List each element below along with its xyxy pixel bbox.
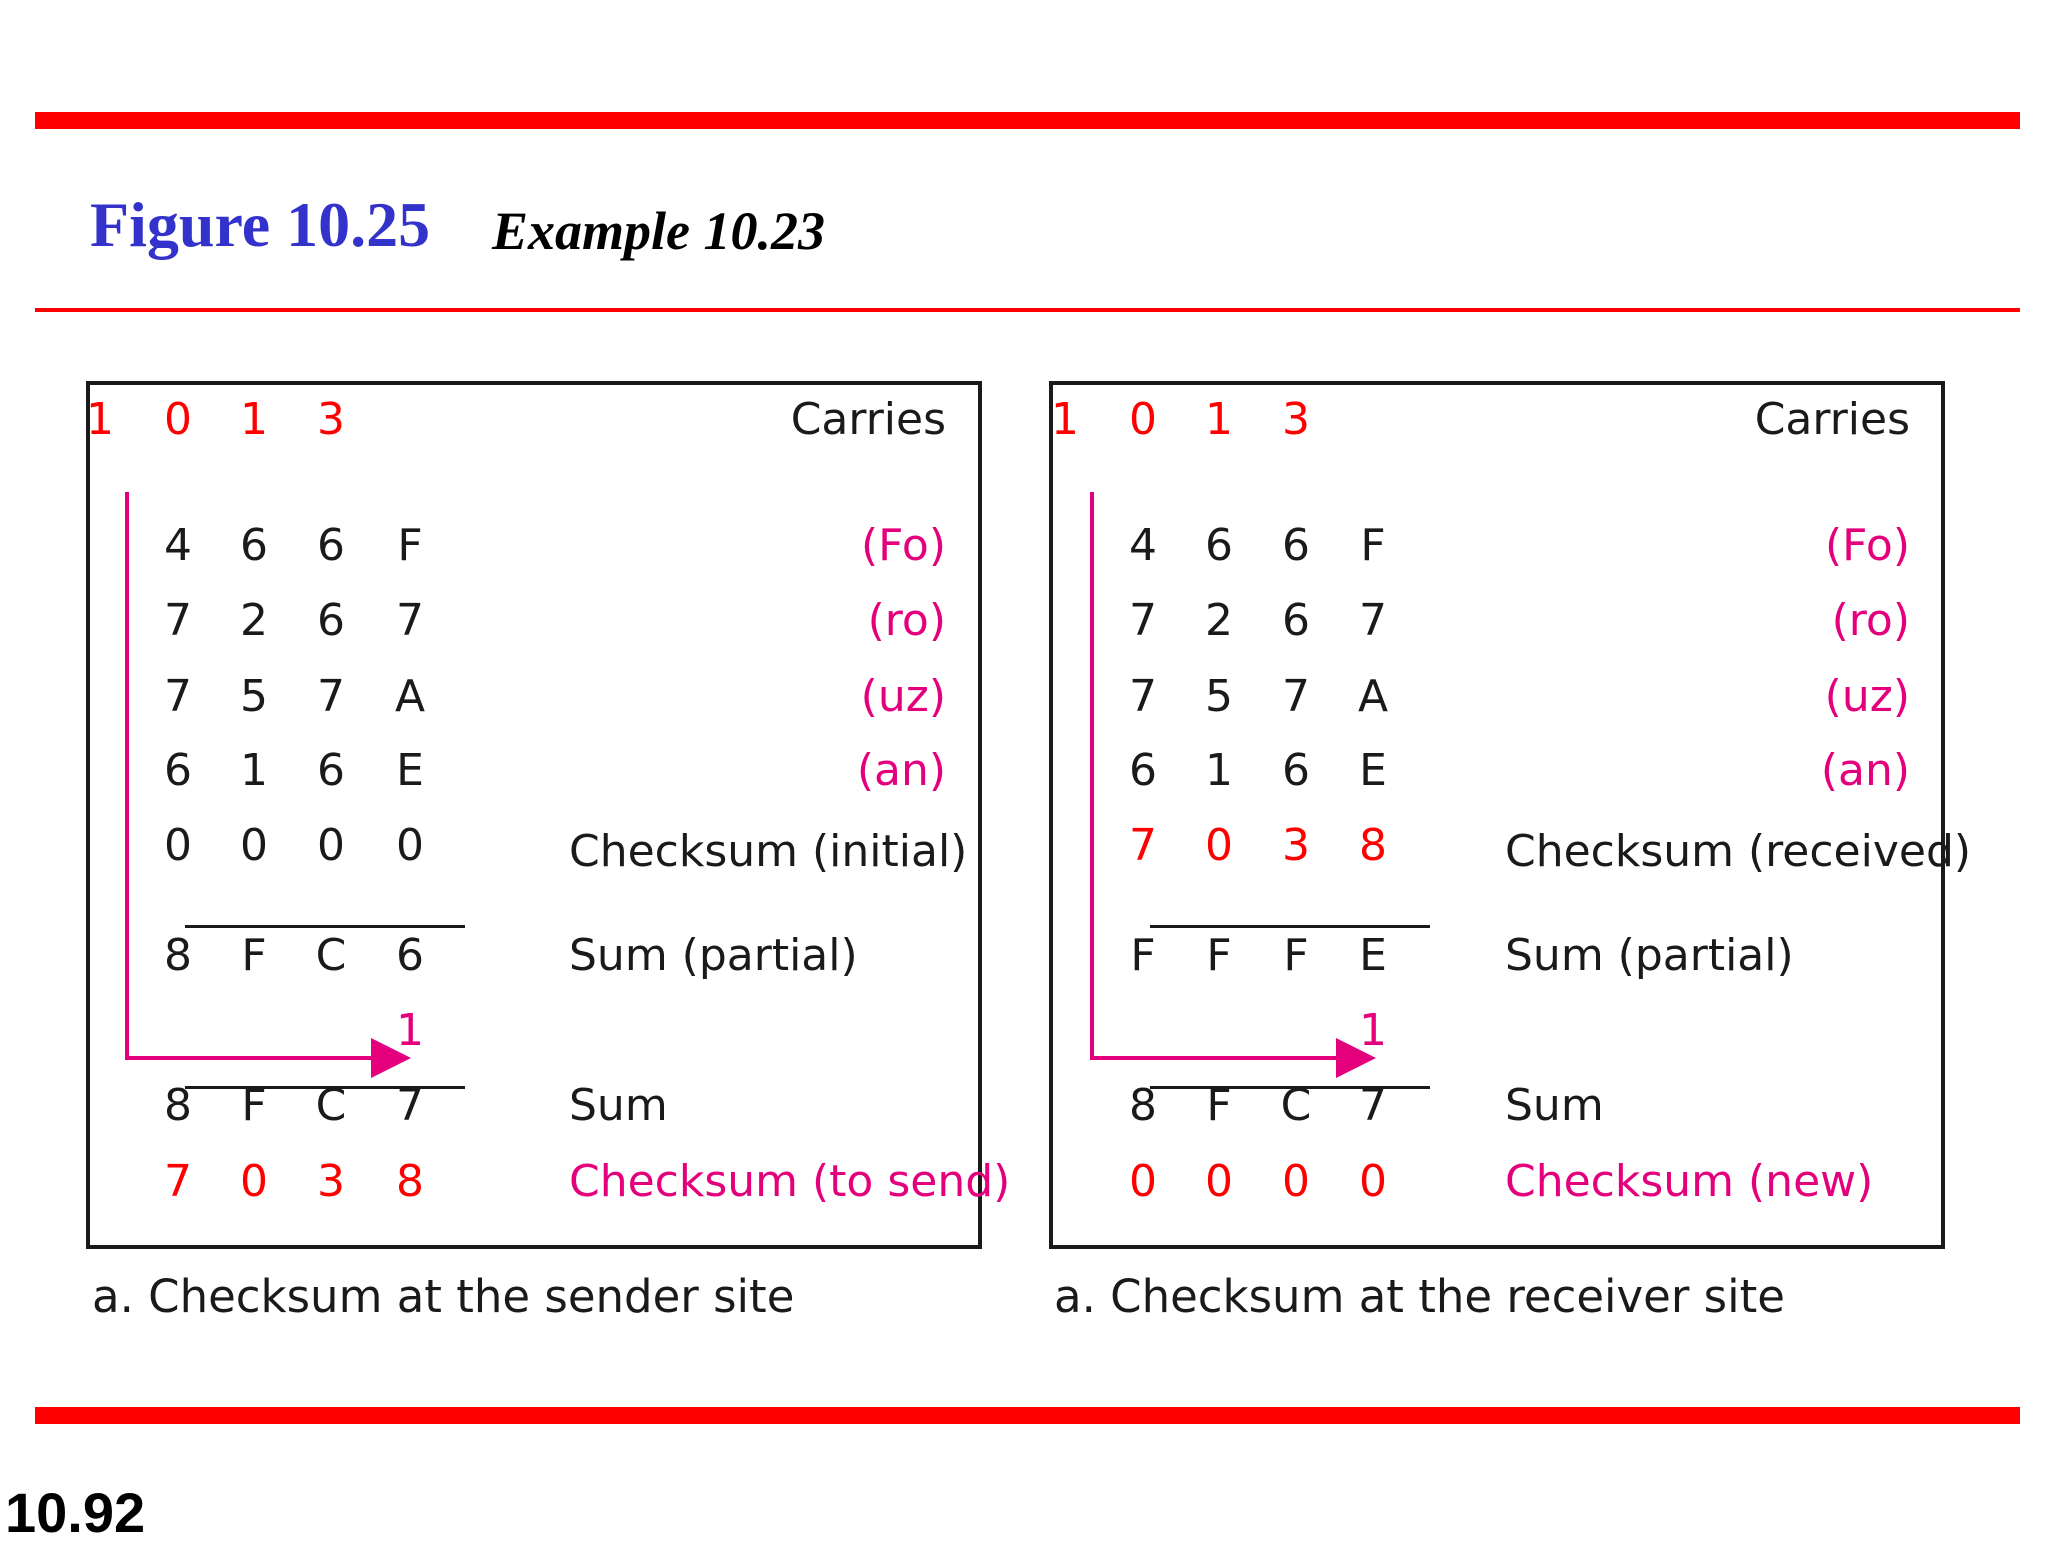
sum-label: Sum <box>569 1080 668 1131</box>
carry-digit: 1 <box>240 394 268 445</box>
sum-label: Sum <box>1505 1080 1604 1131</box>
carries-label: Carries <box>790 394 946 445</box>
result-checksum-digit: 7 <box>164 1156 192 1207</box>
partial-sum-digit: 6 <box>396 930 424 981</box>
top-red-bar <box>35 112 2020 129</box>
checksum-digit: 0 <box>396 820 424 871</box>
partial-sum-digit: F <box>1130 930 1156 981</box>
checksum-digit: 0 <box>1205 820 1233 871</box>
word-note: (an) <box>1820 745 1910 796</box>
hex-digit: 7 <box>1359 595 1387 646</box>
bottom-red-bar <box>35 1407 2020 1424</box>
checksum-digit: 0 <box>240 820 268 871</box>
hex-digit: F <box>1360 520 1386 571</box>
word-note: (ro) <box>1831 595 1910 646</box>
hex-digit: 1 <box>1205 745 1233 796</box>
partial-sum-digit: 8 <box>164 930 192 981</box>
hex-digit: 6 <box>317 595 345 646</box>
hex-digit: 7 <box>164 671 192 722</box>
carries-label: Carries <box>1754 394 1910 445</box>
hex-digit: 5 <box>1205 671 1233 722</box>
checksum-digit: 7 <box>1129 820 1157 871</box>
carry-digit: 1 <box>1205 394 1233 445</box>
partial-sum-digit: F <box>1283 930 1309 981</box>
hex-digit: 2 <box>1205 595 1233 646</box>
hex-digit: F <box>397 520 423 571</box>
checksum-digit: 0 <box>317 820 345 871</box>
carry-digit: 0 <box>1129 394 1157 445</box>
word-note: (uz) <box>1824 671 1910 722</box>
hex-digit: 6 <box>240 520 268 571</box>
word-note: (Fo) <box>861 520 946 571</box>
sender-panel <box>86 381 982 1249</box>
hex-digit: A <box>394 671 426 722</box>
checksum-row-label: Checksum (initial) <box>569 826 968 877</box>
hex-digit: 2 <box>240 595 268 646</box>
hex-digit: 7 <box>164 595 192 646</box>
title-underline-bar <box>35 308 2020 312</box>
partial-sum-label: Sum (partial) <box>1505 930 1794 981</box>
sum-digit: C <box>1280 1080 1312 1131</box>
word-note: (Fo) <box>1825 520 1910 571</box>
partial-sum-label: Sum (partial) <box>569 930 858 981</box>
partial-sum-digit: E <box>1359 930 1387 981</box>
page-number: 10.92 <box>5 1481 146 1544</box>
hex-digit: 5 <box>240 671 268 722</box>
example-title: Example 10.23 <box>492 201 825 261</box>
result-checksum-label: Checksum (to send) <box>569 1156 1011 1207</box>
word-note: (uz) <box>860 671 946 722</box>
checksum-row-label: Checksum (received) <box>1505 826 1972 877</box>
sum-digit: 7 <box>1359 1080 1387 1131</box>
hex-digit: 6 <box>1282 520 1310 571</box>
sum-rule-1 <box>185 925 465 928</box>
figure-title: Figure 10.25 <box>90 189 431 260</box>
result-checksum-digit: 0 <box>1205 1156 1233 1207</box>
sum-digit: 7 <box>396 1080 424 1131</box>
sum-digit: F <box>1206 1080 1232 1131</box>
result-checksum-digit: 0 <box>1359 1156 1387 1207</box>
hex-digit: 7 <box>1129 671 1157 722</box>
hex-digit: 7 <box>317 671 345 722</box>
hex-digit: 6 <box>317 745 345 796</box>
sum-digit: F <box>241 1080 267 1131</box>
hex-digit: E <box>396 745 424 796</box>
hex-digit: 6 <box>1282 595 1310 646</box>
hex-digit: 7 <box>1282 671 1310 722</box>
result-checksum-digit: 3 <box>317 1156 345 1207</box>
partial-sum-digit: C <box>315 930 347 981</box>
partial-sum-digit: F <box>241 930 267 981</box>
sum-digit: C <box>315 1080 347 1131</box>
receiver-caption: a. Checksum at the receiver site <box>1054 1270 1785 1323</box>
word-note: (ro) <box>867 595 946 646</box>
result-checksum-digit: 0 <box>1282 1156 1310 1207</box>
hex-digit: 4 <box>164 520 192 571</box>
hex-digit: 6 <box>317 520 345 571</box>
hex-digit: 1 <box>240 745 268 796</box>
result-checksum-digit: 0 <box>240 1156 268 1207</box>
sum-digit: 8 <box>1129 1080 1157 1131</box>
hex-digit: E <box>1359 745 1387 796</box>
hex-digit: 6 <box>164 745 192 796</box>
hex-digit: 6 <box>1129 745 1157 796</box>
hex-digit: 6 <box>1205 520 1233 571</box>
sum-rule-1 <box>1150 925 1430 928</box>
hex-digit: 7 <box>1129 595 1157 646</box>
word-note: (an) <box>856 745 946 796</box>
carry-digit: 3 <box>317 394 345 445</box>
receiver-panel <box>1049 381 1945 1249</box>
partial-sum-digit: F <box>1206 930 1232 981</box>
carry-digit: 1 <box>1051 394 1079 445</box>
hex-digit: 6 <box>1282 745 1310 796</box>
hex-digit: 7 <box>396 595 424 646</box>
carry-digit: 1 <box>86 394 114 445</box>
result-checksum-label: Checksum (new) <box>1505 1156 1874 1207</box>
sender-caption: a. Checksum at the sender site <box>92 1270 795 1323</box>
hex-digit: 4 <box>1129 520 1157 571</box>
carry-digit: 0 <box>164 394 192 445</box>
checksum-digit: 8 <box>1359 820 1387 871</box>
carry-digit: 3 <box>1282 394 1310 445</box>
result-checksum-digit: 0 <box>1129 1156 1157 1207</box>
wrap-carry-digit: 1 <box>396 1005 424 1056</box>
hex-digit: A <box>1357 671 1389 722</box>
result-checksum-digit: 8 <box>396 1156 424 1207</box>
sum-digit: 8 <box>164 1080 192 1131</box>
checksum-digit: 3 <box>1282 820 1310 871</box>
wrap-carry-digit: 1 <box>1359 1005 1387 1056</box>
checksum-digit: 0 <box>164 820 192 871</box>
